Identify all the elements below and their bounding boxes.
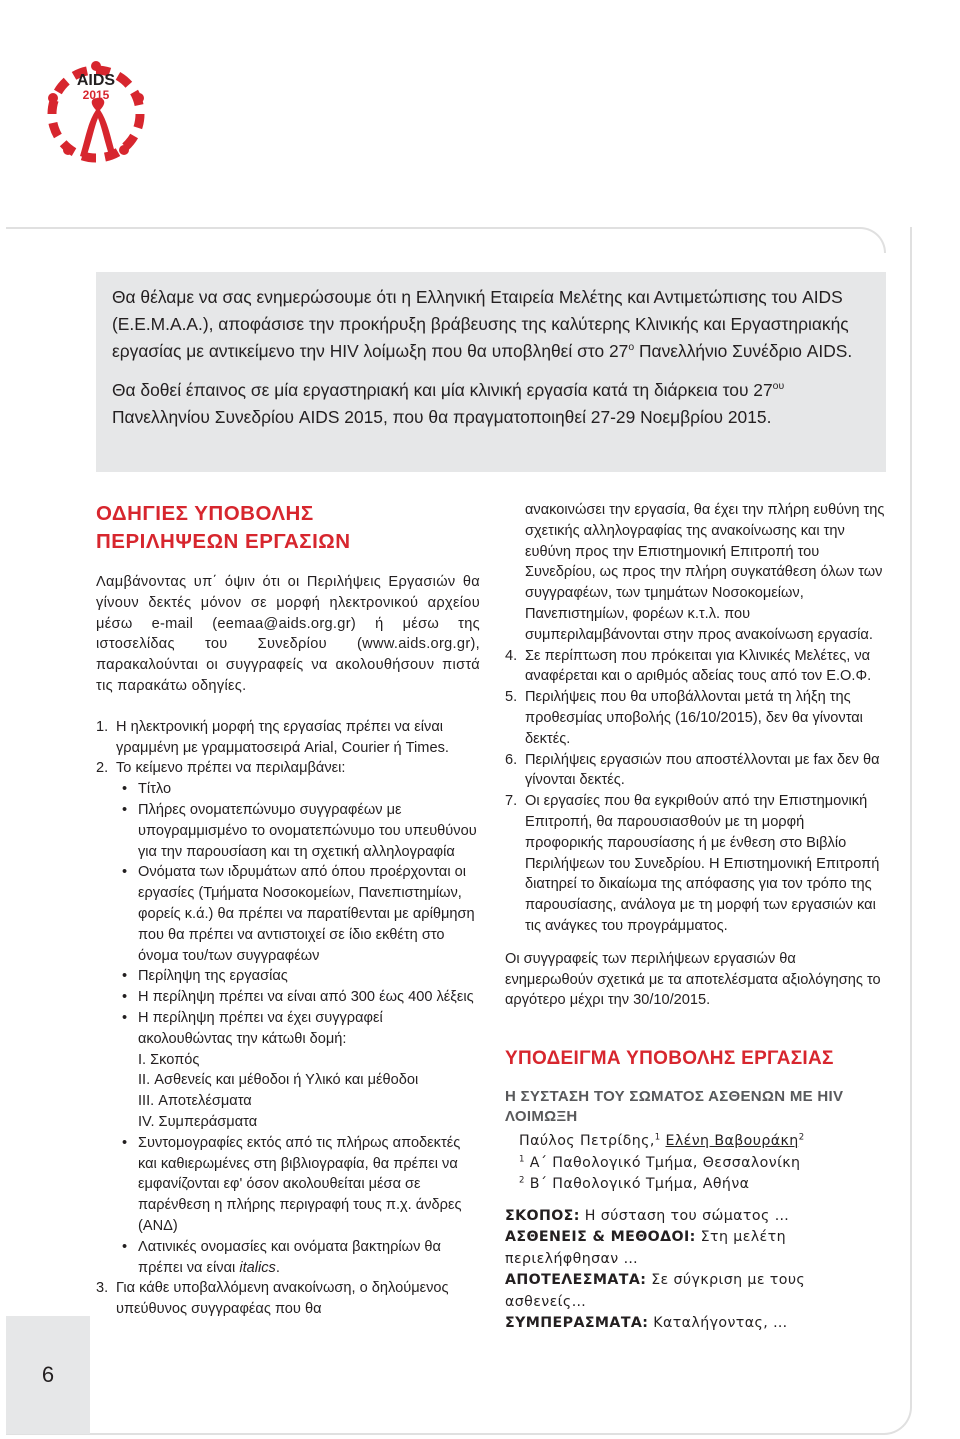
section-heading-sample: ΥΠΟΔΕΙΓΜΑ ΥΠΟΒΟΛΗΣ ΕΡΓΑΣΙΑΣ	[505, 1048, 834, 1070]
list-item: 4. Σε περίπτωση που πρόκειται για Κλινικές Μελέτες, να αναφέρεται και ο αριθμός αδείας τους από τον Ε.Ο.Φ.	[505, 647, 872, 685]
instructions-lead: Λαμβάνοντας υπ΄ όψιν ότι οι Περιλήψεις Εργασιών θα γίνουν δεκτές μόνον σε μορφή ηλεκτρονικού αρχείου μέσω e-mail (eemaa@aids.org.gr) ή μέσω της ιστοσελίδας του Συνεδρίου (www.aids.org.gr), παρακαλούνται οι συγγραφείς να ακολουθήσουν πιστά τις παρακάτω οδηγίες.	[96, 574, 480, 694]
list-item: 7. Οι εργασίες που θα εγκριθούν από την Επιστημονική Επιτροπή, θα παρουσιασθούν με τη μορφή προφορικής παρουσίασης ή με ένθεση στο Βιβλίο Περιλήψεων του Συνεδρίου. Η Επιστημονική Επιτροπή διατηρεί το δικαίωμα της απόφασης για τον τρόπο της παρουσίασης, ανάλογα με τη μορφή των εργασιών και τις ανάγκες του προγράμματος.	[505, 793, 880, 934]
structure-item: IV. Συμπεράσματα	[138, 1113, 258, 1130]
list-item: 6. Περιλήψεις εργασιών που αποστέλλονται με fax δεν θα γίνονται δεκτές.	[505, 751, 880, 789]
sample-affiliation: $^2$ Β΄ Παθολογικό Τμήμα, Αθήνα	[519, 1175, 750, 1193]
sample-title: Η ΣΥΣΤΑΣΗ ΤΟΥ ΣΩΜΑΤΟΣ ΑΣΘΕΝΩΝ ΜΕ HIV ΛΟΙΜΩΞΗ	[505, 1088, 844, 1126]
page-number: 6	[41, 1362, 55, 1387]
left-column	[96, 500, 480, 1320]
sample-section-methods: ΑΣΘΕΝΕΙΣ & ΜΕΘΟΔΟΙ: Στη μελέτη περιελήφθησαν …	[505, 1229, 786, 1267]
right-column	[505, 500, 885, 1335]
sample-sections	[505, 1206, 885, 1335]
list-item: 2. Το κείμενο πρέπει να περιλαμβάνει: • Τίτλο • Πλήρες ονοματεπώνυμο συγγραφέων με υπογραμμισμένο το ονοματεπώνυμο του υπευθύνου για την παρουσίαση και τη σχετική αλληλογραφία • Ονόματα των ιδρυμάτων από όπου προέρχονται οι εργασίες (Τμήματα Νοσοκομείων, Πανεπιστημίων, φορείς κ.ά.) θα πρέπει να παρατίθενται με αρίθμηση που θα πρέπει να αντιστοιχεί σε ίδιο εκθέτη στο όνομα του/των συγγραφέων • Περίληψη της εργασίας • Η περίληψη πρέπει να είναι από 300 έως 400 λέξεις • Η περίληψη πρέπει να έχει συγγραφεί ακολουθώντας την κάτωθι δομή: I. Σκοπός II. Ασθενείς και μέθοδοι ή Υλικό και μέθοδοι III. Αποτελέσματα IV. Συμπεράσματα • Συντομογραφίες εκτός από τις πλήρως αποδεκτές και καθιερωμένες στη βιβλιογραφία, θα πρέπει να εμφανίζονται εφ' όσον ακολουθείται μέσα σε παρένθεση η πλήρης περιγραφή τους π.χ. άνδρες (ΑΝΔ) • Λατινικές ονομασίες και ονόματα βακτηρίων θα πρέπει να είναι italics.	[96, 758, 480, 1278]
intro-box	[96, 272, 886, 472]
bullet-item: • Η περίληψη πρέπει να είναι από 300 έως 400 λέξεις	[116, 987, 480, 1008]
sample-authors: Παύλος Πετρίδης,$^1$ Ελένη Βαβουράκη$^2$	[519, 1132, 805, 1150]
list-item: 5. Περιλήψεις που θα υποβάλλονται μετά τη λήξη της προθεσμίας υποβολής (16/10/2015), δεν θα γίνονται δεκτές.	[505, 689, 863, 747]
list-item: 1. Η ηλεκτρονική μορφή της εργασίας πρέπει να είναι γραμμένη με γραμματοσειρά Arial, Courier ή Times.	[96, 718, 449, 756]
aids-2015-logo	[36, 52, 156, 172]
presenting-author: Ελένη Βαβουράκη	[665, 1133, 799, 1150]
logo-text-year: 2015	[82, 88, 110, 102]
sample-affiliation: $^1$ Α΄ Παθολογικό Τμήμα, Θεσσαλονίκη	[519, 1153, 801, 1171]
structure-item: I. Σκοπός	[138, 1051, 200, 1068]
intro-paragraph-1: Θα θέλαμε να σας ενημερώσουμε ότι η Ελληνική Εταιρεία Μελέτης και Αντιμετώπισης του AIDS (Ε.Ε.Μ.Α.Α.), αποφάσισε την προκήρυξη βράβευσης της καλύτερης Κλινικής και Εργαστηριακής εργασίας με αντικείμενο την HIV λοίμωξη που θα υποβληθεί στο $27^o$ Πανελλήνιο Συνέδριο AIDS.	[112, 287, 853, 361]
bullet-item: • Περίληψη της εργασίας	[116, 966, 480, 987]
structure-item: III. Αποτελέσματα	[138, 1093, 252, 1110]
bullet-item: • Λατινικές ονομασίες και ονόματα βακτηρίων θα πρέπει να είναι italics.	[116, 1237, 480, 1279]
structure-item: II. Ασθενείς και μέθοδοι ή Υλικό και μέθοδοι	[138, 1072, 419, 1089]
list-item-continuation: ανακοινώσει την εργασία, θα έχει την πλήρη ευθύνη της σχετικής αλληλογραφίας της ανακοίνωσης και την ευθύνη προς την Επιστημονική Επιτροπή του Συνεδρίου, ως προς την πλήρη συγκατάθεση όλων των συγγραφέων, των τμημάτων Νοσοκομείων, Πανεπιστημίων, φορέων κ.τ.λ. που συμπεριλαμβάνονται στην προς ανακοίνωση εργασία.	[525, 502, 885, 643]
list-item: 3. Για κάθε υποβαλλόμενη ανακοίνωση, ο δηλούμενος υπεύθυνος συγγραφέας που θα	[96, 1280, 449, 1318]
bullet-item: • Πλήρες ονοματεπώνυμο συγγραφέων με υπογραμμισμένο το ονοματεπώνυμο του υπευθύνου για την παρουσίαση και τη σχετική αλληλογραφία	[116, 800, 480, 862]
instructions-list	[96, 717, 480, 1320]
logo-text-aids: AIDS	[76, 72, 116, 89]
bullet-item: • Συντομογραφίες εκτός από τις πλήρως αποδεκτές και καθιερωμένες στη βιβλιογραφία, θα πρέπει να εμφανίζονται εφ' όσον ακολουθείται μέσα σε παρένθεση η πλήρης περιγραφή τους π.χ. άνδρες (ΑΝΔ)	[116, 1133, 480, 1237]
evaluation-notice: Οι συγγραφείς των περιλήψεων εργασιών θα ενημερωθούν σχετικά με τα αποτελέσματα αξιολόγησης το αργότερο μέχρι την 30/10/2015.	[505, 950, 881, 1009]
sample-section-conclusions: ΣΥΜΠΕΡΑΣΜΑΤΑ: Καταλήγοντας, …	[505, 1315, 788, 1332]
bullet-item: • Ονόματα των ιδρυμάτων από όπου προέρχονται οι εργασίες (Τμήματα Νοσοκομείων, Πανεπιστημίων, φορείς κ.ά.) θα πρέπει να παρατίθενται με αρίθμηση που θα πρέπει να αντιστοιχεί σε ίδιο εκθέτη στο όνομα του/των συγγραφέων	[116, 862, 480, 966]
instructions-list-continued	[505, 646, 885, 937]
sample-section-results: ΑΠΟΤΕΛΕΣΜΑΤΑ: Σε σύγκριση με τους ασθενείς…	[505, 1272, 806, 1310]
intro-paragraph-2: Θα δοθεί έπαινος σε μία εργαστηριακή και μία κλινική εργασία κατά τη διάρκεια του $27^{o\upsilon}$ Πανελληνίου Συνεδρίου AIDS 2015, που θα πραγματοποιηθεί 27-29 Νοεμβρίου 2015.	[112, 380, 785, 427]
sample-abstract	[505, 1131, 885, 1335]
bullet-item: • Τίτλο	[116, 779, 480, 800]
section-heading-instructions: ΟΔΗΓΙΕΣ ΥΠΟΒΟΛΗΣ ΠΕΡΙΛΗΨΕΩΝ ΕΡΓΑΣΙΩΝ	[96, 502, 351, 553]
sample-section-aim: ΣΚΟΠΟΣ: Η σύσταση του σώματος …	[505, 1207, 790, 1224]
bullet-item: • Η περίληψη πρέπει να έχει συγγραφεί ακολουθώντας την κάτωθι δομή: I. Σκοπός II. Ασθενείς και μέθοδοι ή Υλικό και μέθοδοι III. Αποτελέσματα IV. Συμπεράσματα	[116, 1008, 480, 1133]
content-bullets	[116, 779, 480, 1278]
